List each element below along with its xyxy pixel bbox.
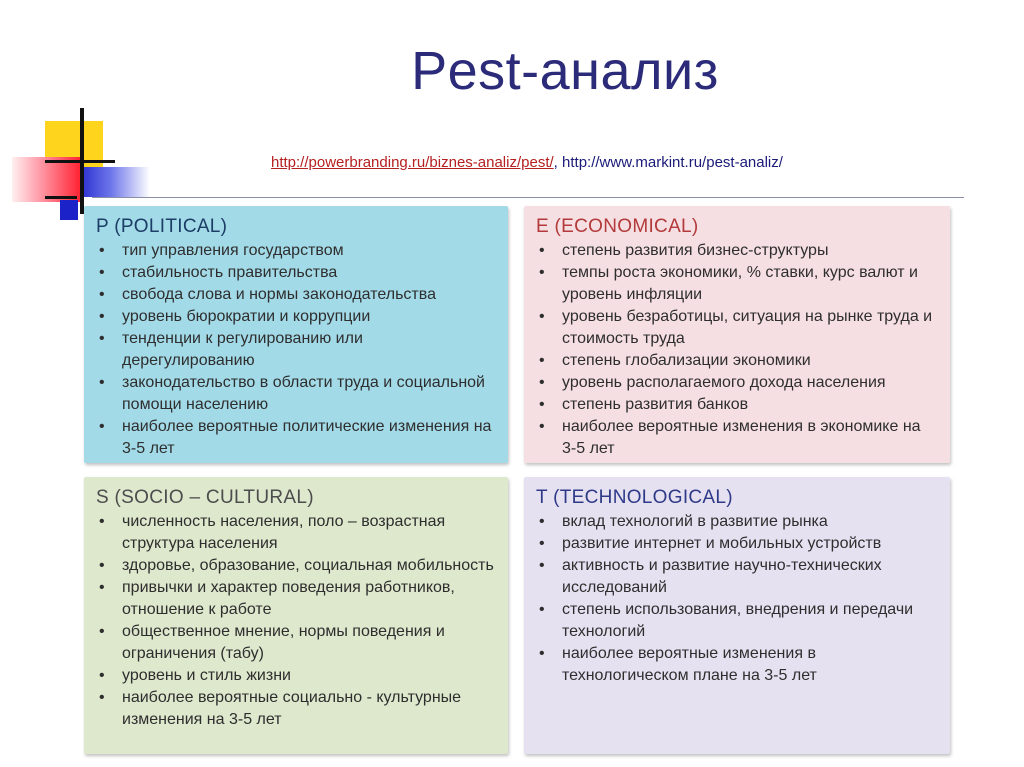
list-item: • активность и развитие научно-технических исследований: [539, 557, 882, 596]
list-item: • вклад технологий в развитие рынка: [539, 513, 828, 530]
political-quadrant: [84, 206, 508, 463]
technological-quadrant: [524, 477, 950, 754]
list-item: • степень развития банков: [539, 396, 749, 413]
socio-list: [96, 511, 496, 731]
economical-quadrant: [524, 206, 950, 463]
list-item: • тенденции к регулированию или дерегулированию: [99, 330, 363, 369]
list-item: • здоровье, образование, социальная мобильность: [99, 557, 494, 574]
economical-heading: E (ECONOMICAL): [536, 216, 699, 237]
list-item: • развитие интернет и мобильных устройств: [539, 535, 882, 552]
decorative-navy-square: [60, 200, 78, 220]
economical-list: [536, 240, 938, 460]
list-item: • наиболее вероятные социально - культурные изменения на 3-5 лет: [99, 689, 462, 728]
source-link-powerbranding[interactable]: http://powerbranding.ru/biznes-analiz/pest/: [271, 154, 554, 171]
list-item: • темпы роста экономики, % ставки, курс валют и уровень инфляции: [539, 264, 918, 303]
sources-line: [271, 154, 783, 171]
technological-heading: T (TECHNOLOGICAL): [536, 487, 733, 508]
list-item: • степень использования, внедрения и передачи технологий: [539, 601, 914, 640]
list-item: • стабильность правительства: [99, 264, 338, 281]
socio-cultural-quadrant: [84, 477, 508, 754]
list-item: • уровень безработицы, ситуация на рынке труда и стоимость труда: [539, 308, 933, 347]
list-item: • уровень располагаемого дохода населения: [539, 374, 886, 391]
source-link-markint[interactable]: http://www.markint.ru/pest-analiz/: [562, 154, 783, 171]
list-item: • наиболее вероятные изменения в экономике на 3-5 лет: [539, 418, 921, 457]
list-item: • наиболее вероятные изменения в технологическом плане на 3-5 лет: [539, 645, 817, 684]
list-item: • общественное мнение, нормы поведения и ограничения (табу): [99, 623, 445, 662]
decorative-horizontal-line: [45, 160, 115, 163]
decorative-horizontal-line-lower: [45, 196, 77, 199]
list-item: • свобода слова и нормы законодательства: [99, 286, 436, 303]
list-item: • привычки и характер поведения работников, отношение к работе: [99, 579, 455, 618]
list-item: • наиболее вероятные политические изменения на 3-5 лет: [99, 418, 492, 457]
divider-line: [92, 197, 964, 198]
technological-list: [536, 511, 938, 687]
list-item: • степень развития бизнес-структуры: [539, 242, 829, 259]
socio-heading: S (SOCIO – CULTURAL): [96, 487, 314, 508]
decorative-blue-gradient-bar: [80, 167, 150, 197]
list-item: • законодательство в области труда и социальной помощи населению: [99, 374, 485, 413]
list-item: • степень глобализации экономики: [539, 352, 811, 369]
list-item: • численность населения, поло – возрастная структура населения: [99, 513, 446, 552]
political-list: [96, 240, 496, 460]
list-item: • уровень бюрократии и коррупции: [99, 308, 371, 325]
sources-separator: ,: [553, 154, 558, 171]
list-item: • тип управления государством: [99, 242, 344, 259]
page-title: Pest-анализ: [411, 41, 719, 101]
list-item: • уровень и стиль жизни: [99, 667, 291, 684]
political-heading: P (POLITICAL): [96, 216, 228, 237]
